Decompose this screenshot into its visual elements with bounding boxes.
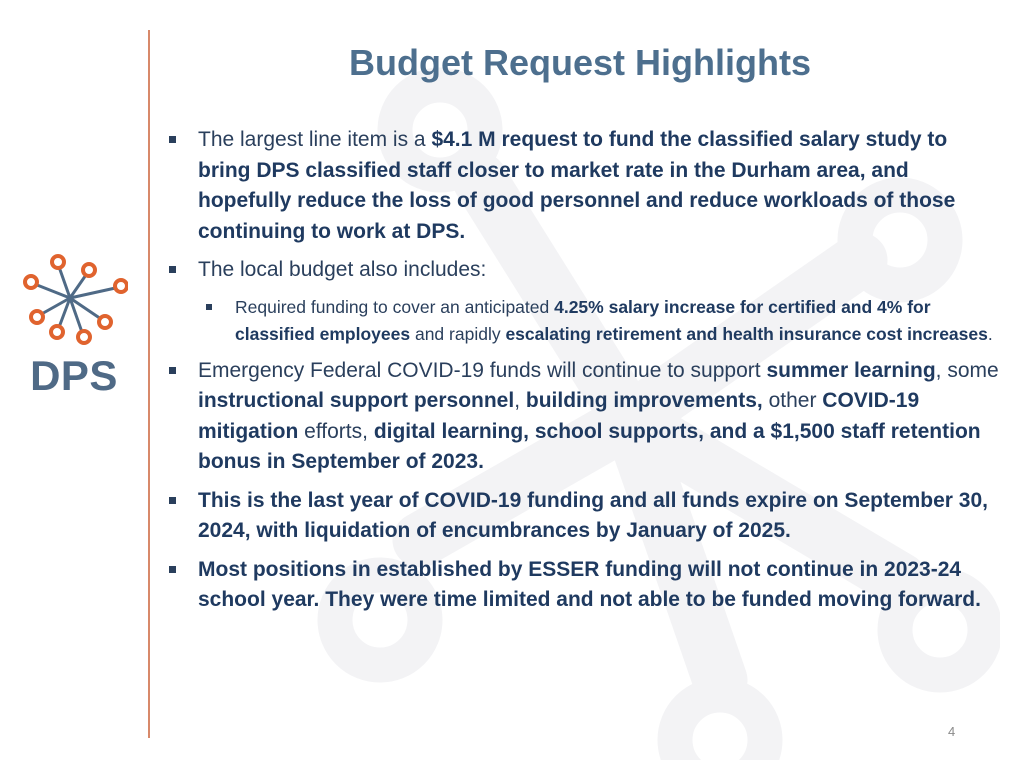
bullet-esser-positions: Most positions in established by ESSER funding will not continue in 2023-24 school year. They were time limited and not able to be funded moving forward. xyxy=(165,555,1005,616)
bullet-covid-funds: Emergency Federal COVID-19 funds will continue to support summer learning, some instructional support personnel, building improvements, other COVID-19 mitigation efforts, digital learning, school supports, and a $1,500 staff retention bonus in September of 2023. xyxy=(165,356,1005,478)
network-logo-icon xyxy=(18,250,128,350)
sub-bullet-required-funding: Required funding to cover an anticipated 4.25% salary increase for certified and 4% for classified employees and rapidly escalating retirement and health insurance cost increases. xyxy=(202,294,1005,348)
slide-title: Budget Request Highlights xyxy=(349,42,811,83)
bullet-salary-study: The largest line item is a $4.1 M request to fund the classified salary study to bring DPS classified staff closer to market rate in the Durham area, and hopefully reduce the loss of good personnel and reduce workloads of those continuing to work at DPS. xyxy=(165,125,1005,247)
page-number: 4 xyxy=(948,724,956,739)
vertical-divider xyxy=(148,30,150,738)
bullet-list xyxy=(165,125,1005,624)
logo-text: DPS xyxy=(30,352,118,399)
bullet-last-year-covid: This is the last year of COVID-19 funding and all funds expire on September 30, 2024, with liquidation of encumbrances by January of 2025. xyxy=(165,486,1005,547)
bullet-local-budget: The local budget also includes: xyxy=(165,255,1005,286)
